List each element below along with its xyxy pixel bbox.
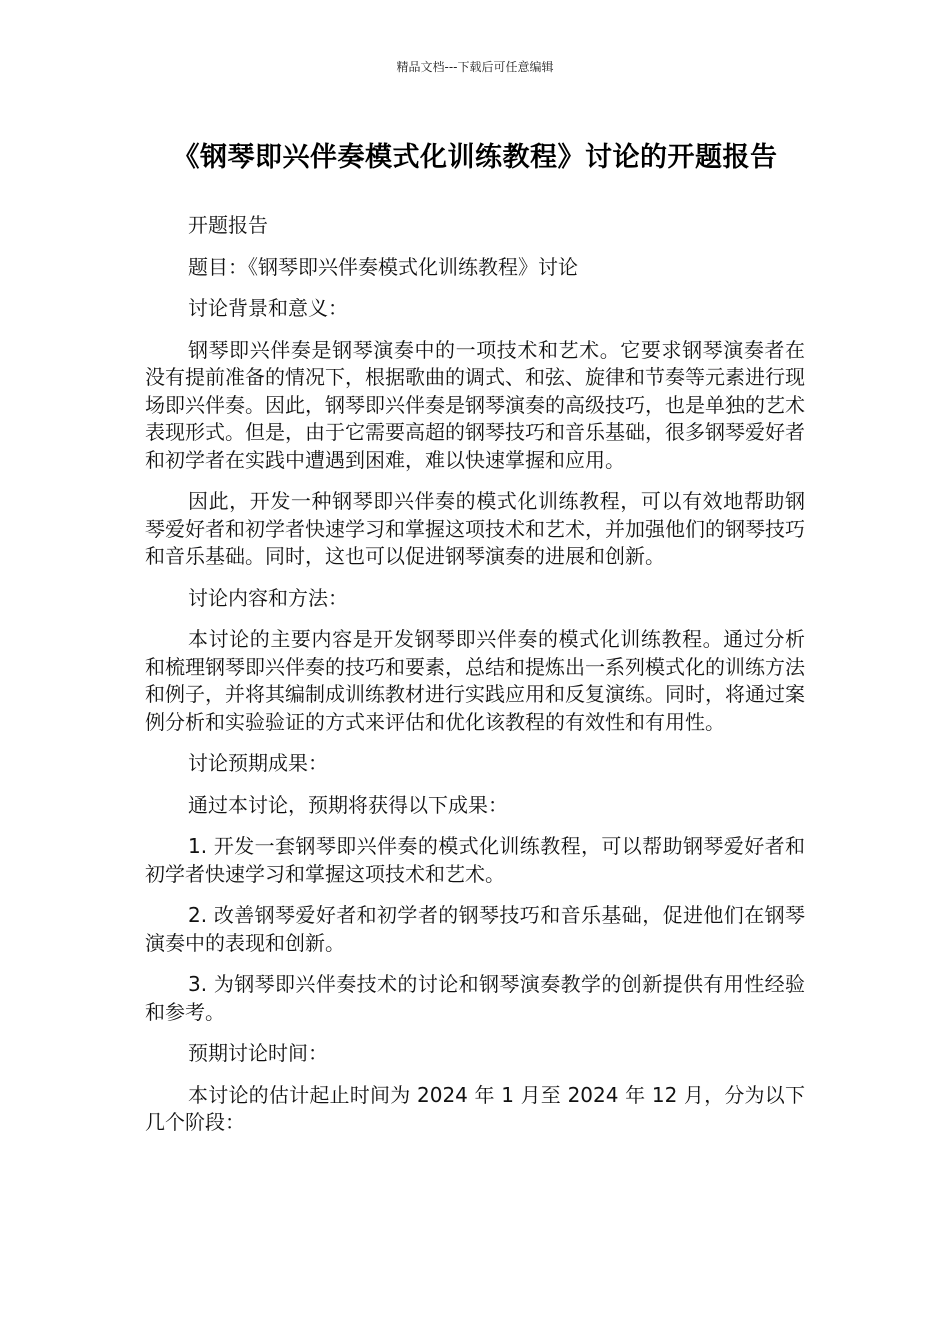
document-title: 《钢琴即兴伴奏模式化训练教程》讨论的开题报告 xyxy=(172,142,778,173)
list-item-result-1: 1. 开发一套钢琴即兴伴奏的模式化训练教程，可以帮助钢琴爱好者和初学者快速学习和掌握这项技术和艺术。 xyxy=(145,834,805,886)
paragraph-content-method: 本讨论的主要内容是开发钢琴即兴伴奏的模式化训练教程。通过分析和梳理钢琴即兴伴奏的技巧和要素，总结和提炼出一系列模式化的训练方法和例子，并将其编制成训练教材进行实践应用和反复演练。同时，将通过案例分析和实验验证的方式来评估和优化该教程的有效性和有用性。 xyxy=(145,627,805,734)
paragraph-significance: 因此，开发一种钢琴即兴伴奏的模式化训练教程，可以有效地帮助钢琴爱好者和初学者快速学习和掌握这项技术和艺术，并加强他们的钢琴技巧和音乐基础。同时，这也可以促进钢琴演奏的进展和创新。 xyxy=(145,489,805,568)
heading-schedule: 预期讨论时间： xyxy=(188,1041,328,1065)
heading-background: 讨论背景和意义： xyxy=(188,296,348,320)
paragraph-background: 钢琴即兴伴奏是钢琴演奏中的一项技术和艺术。它要求钢琴演奏者在没有提前准备的情况下，根据歌曲的调式、和弦、旋律和节奏等元素进行现场即兴伴奏。因此，钢琴即兴伴奏是钢琴演奏的高级技巧，也是单独的艺术表现形式。但是，由于它需要高超的钢琴技巧和音乐基础，很多钢琴爱好者和初学者在实践中遭遇到困难，难以快速掌握和应用。 xyxy=(145,337,805,472)
heading-content-method: 讨论内容和方法： xyxy=(188,585,348,610)
heading-expected-results: 讨论预期成果： xyxy=(188,751,328,775)
paragraph-report-label: 开题报告 xyxy=(188,213,268,237)
paragraph-topic: 题目：《钢琴即兴伴奏模式化训练教程》讨论 xyxy=(188,254,578,279)
list-item-result-2: 2. 改善钢琴爱好者和初学者的钢琴技巧和音乐基础，促进他们在钢琴演奏中的表现和创新。 xyxy=(145,903,805,955)
paragraph-results-intro: 通过本讨论，预期将获得以下成果： xyxy=(188,792,508,817)
document-body xyxy=(145,212,805,1151)
list-item-result-3: 3. 为钢琴即兴伴奏技术的讨论和钢琴演奏教学的创新提供有用性经验和参考。 xyxy=(145,972,805,1024)
header-note: 精品文档---下载后可任意编辑 xyxy=(396,60,554,74)
paragraph-schedule: 本讨论的估计起止时间为 2024 年 1 月至 2024 年 12 月，分为以下几个阶段： xyxy=(145,1082,805,1134)
